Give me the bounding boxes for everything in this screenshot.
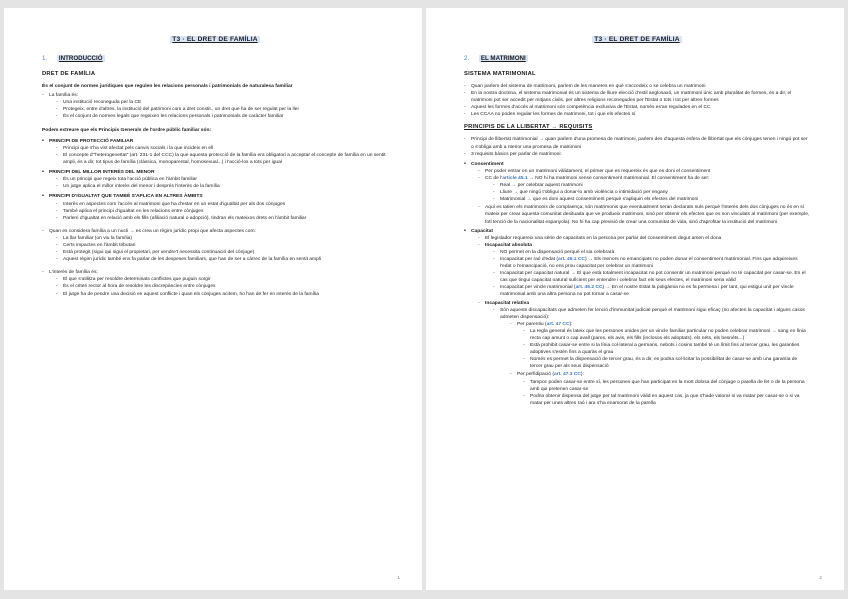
nucli-list [42, 228, 388, 263]
list-item: - Està prohibit casar-se entre si la línia col·lateral a germans, nebots i cosins també té un límit fins al tercer grau, les garanties adoptives s'estén fins a quaràs el grau [523, 342, 810, 356]
page-header [464, 36, 810, 43]
page-number: 2 [819, 575, 822, 580]
list-item: - Una institució reconeguda per la CE [56, 99, 388, 106]
requisit-capacitat: • Capacitat - El legislador requereix una sèrie de capacitats en la persona per parlar del consentiment degut amen el dona - Incapacitat absoluta - NO permet en la dispensació perquè el sia celebrarà - Incapacitat per raó d'edat (art. 46.1 CC) → Els menors no emancipats no poden donar el consentiment matrimonial. Fins que adquireixes l'edat o l'emancipació, no ens prou capacitat per celebrar un matrimoni - Incapacitat per capacitat natural → El que està totalment incapacitat no pot consentir un matrimoni perquè no té capacitat per casar-se. En el cas que tingui capacitat natural suficient per entendre i celebrar fact els seus efectes, el matrimoni seria vàlid - Incapacitat per vincle matrimonial (art. 46.2 CC) → En el nostre Estat la poligàmia no es fa permesa i per tant, qui estigui unit per vincle matrimonial amb una altra persona no pot tornar a casar-se - Incapacitat relativa - Són aquests discapacitats que admeten fer lenció d'immunitat judicial perquè el matrimoni sigui eficaç (no afecten la capacitat i alguns casos admeten dispensació): - Per parentiu (art. 47 CC): - La regla general és lateix que les persones unides per un vincle familiar particular no poden celebrar matrimoni → sang en línia recta cap amunt o cap avall (pares, els avis, els fills (inclosos els adoptats), els néts, els besnéts...) - Està prohibit casar-se entre si la línia col·lateral a germans, nebots i cosins també té un límit fins al tercer grau, les garanties adoptives s'estén fins a quaràs el grau - Només es permet la dispensació de tercer grau, és a dir, es podria sol·licitar la possibilitat de casar-se amb una garantia de tercer grau per als seus dispensació - Per perfidipació (art. 47.3 CC): - Tampoc poden casar-se entre sí, les persones que han participat en la mort dolosa del cònjuge o parella de fet o de la persona amb qui pretenen casar-se - Podria obtenir dispensa del jutge per tal matrimoni vàlid en aquest cas, ja que s'hade valorar si va matar per casar-se o si va matar per unes altres raó i ara s'ha enamorat de la parella [464, 228, 810, 407]
list-item: - És el conjunt de normes legals que regeixen les relacions personals i patrimonials de caràcter familiar [56, 113, 388, 120]
list-item: - Aquest les formes d'accés al matrimoni són competència exclusiva de l'Estat, només es'an regulades en el CC [464, 104, 810, 111]
list-item: - Podria obtenir dispensa del jutge per tal matrimoni vàlid en aquest cas, ja que s'hade valorar si va matar per casar-se o si va matar per unes altres raó i ara s'ha enamorat de la parella [523, 393, 810, 407]
list-item: - Lliure → que ningú t'obligui a donar-lo amb violència o intimidació per engany [493, 189, 810, 196]
list-item: - Quan es considera família a un nucli → es crea un règim jurídic propi que afecta aspectes com: - La llar familiar (on viu la família) - Certs impactes en l'àmbit tributari - Està protegit (sigui qui sigui el propietari, per vendre't necessita continuació del cònjuge) - Aquest règim jurídic també ens fa parlar de les despeses familiars, que han de ser a càrrec de la família en sentit ampli [42, 228, 388, 263]
list-item: - Incapacitat per capacitat natural → El que està totalment incapacitat no pot consentir un matrimoni perquè no té capacitat per casar-se. En el cas que tingui capacitat natural suficient per entendre i celebrar fact els seus efectes, el matrimoni seria vàlid [493, 270, 810, 284]
article-reference: art. 46.2 CC [575, 285, 603, 291]
page-header [42, 36, 388, 43]
list-item: - Incapacitat relativa - Són aquests discapacitats que admeten fer lenció d'immunitat judicial perquè el matrimoni sigui eficaç (no afecten la capacitat i alguns casos admeten dispensació): - Per parentiu (art. 47 CC): - La regla general és lateix que les persones unides per un vincle familiar particular no poden celebrar matrimoni → sang en línia recta cap amunt o cap avall (pares, els avis, els fills (inclosos els adoptats), els néts, els besnéts...) - Està prohibit casar-se entre si la línia col·lateral a germans, nebots i cosins també té un límit fins al tercer grau, les garanties adoptives s'estén fins a quaràs el grau - Només es permet la dispensació de tercer grau, és a dir, es podria sol·licitar la possibilitat de casar-se amb una garantia de tercer grau per als seus dispensació - Per perfidipació (art. 47.3 CC): - Tampoc poden casar-se entre sí, les persones que han participat en la mort dolosa del cònjuge o parella de fet o de la persona amb qui pretenen casar-se - Podria obtenir dispensa del jutge per tal matrimoni vàlid en aquest cas, ja que s'hade valorar si va matar per casar-se o si va matar per unes altres raó i ara s'ha enamorat de la parella [478, 300, 810, 407]
list-item: - Un jutge aplica el millor interès del menor i després l'interès de la família [56, 183, 388, 190]
list-item: - Incapacitat per raó d'edat (art. 46.1 CC) → Els menors no emancipats no poden donar el consentiment matrimonial. Fins que adquireixes l'edat o l'emancipació, no ens prou capacitat per celebrar un matrimoni [493, 256, 810, 270]
list-item: - NO permet en la dispensació perquè el sia celebrarà [493, 249, 810, 256]
subheading: DRET DE FAMÍLIA [42, 71, 96, 77]
list-item: - Certs impactes en l'àmbit tributari [56, 242, 388, 249]
list-item: - CC de l'article 45.1 → NO hi ha matrimoni sense consentiment matrimonial. El consentiment ha de ser: - Real → per celebrar aquest matrimoni - Lliure → que ningú t'obligui a donar-lo amb violència o intimidació per engany - Matrimonial → que es doni aquest consentiment perquè s'apliquin els efectes del matrimoni [478, 175, 810, 203]
list-item: - Per parentiu (art. 47 CC): - La regla general és lateix que les persones unides per un vincle familiar particular no poden celebrar matrimoni → sang en línia recta cap amunt o cap avall (pares, els avis, els fills (inclosos els adoptats), els néts, els besnéts...) - Està prohibit casar-se entre si la línia col·lateral a germans, nebots i cosins també té un límit fins al tercer grau, les garanties adoptives s'estén fins a quaràs el grau - Només es permet la dispensació de tercer grau, és a dir, es podria sol·licitar la possibilitat de casar-se amb una garantia de tercer grau per als seus dispensació [510, 321, 810, 371]
article-reference: art. 46.1 CC [558, 256, 585, 262]
list-item: - Principi de llibertat matrimonial → quan parlem d'una promesa de matrimoni, parlem des d'aquesta esfera de llibertat que els cònjuges tenen i ningú pot ser o s'obliga amb a nterior una promesa de matrimoni [464, 136, 810, 150]
list-item: - En la nostra doctrina, el sistema matrimonial és un sistema de lliure elecció d'estil anglosaxó, un matrimoni únic amb pluralitat de formes, és a dir, el matrimoni pot ser accedit per mitjans civils, per altres religions reconegudes per l'Estat o tots i tot per altres formes [464, 90, 810, 104]
llibertat-list [464, 136, 810, 157]
page-number: 1 [397, 575, 400, 580]
list-item: - És un principi que regeix tota l'acció pública en l'àmbit familiar [56, 176, 388, 183]
document-page-left [4, 8, 422, 590]
article-reference: art. 47 CC [546, 321, 570, 327]
list-item: - La família és: - Una institució reconeguda per la CE - Protegeix, entre d'altres, la institució del patrimoni com a dret constit., un dret que ha de ser regulat per la llei - És el conjunt de normes legals que regeixen les relacions personals i patrimonials de caràcter familiar [42, 92, 388, 120]
list-item: - El que s'utilitza per resoldre determinats conflictes que puguin sorgir [56, 276, 388, 283]
list-item: - Només es permet la dispensació de tercer grau, és a dir, es podria sol·licitar la possibilitat de casar-se amb una garantia de tercer grau per als seus dispensació [523, 356, 810, 370]
principle-item: • PRINCIPI DEL MILLOR INTERÈS DEL MENOR - És un principi que regeix tota l'acció pública en l'àmbit familiar - Un jutge aplica el millor interès del menor i després l'interès de la família [42, 169, 388, 190]
list-item: - El legislador requereix una sèrie de capacitats en la persona per parlar del consentiment degut amen el dona [478, 235, 810, 242]
subheading: PRINCIPIS DE LA LLIBERTAT → REQUISITS [464, 124, 593, 131]
requisits-list [464, 161, 810, 407]
article-reference: article 45.1 [502, 175, 528, 181]
section-label: INTRODUCCIÓ [58, 55, 103, 62]
list-item: - Interès en aspectes com l'accés al matrimoni que ha d'estar en un estat d'igualtat per als dos cònjuges [56, 201, 388, 208]
section-number: 1. [42, 55, 48, 62]
list-item: - És el criteri rector al hora de resoldre les discrepàncies entre cònjuges [56, 283, 388, 290]
list-item: - La llar familiar (on viu la família) [56, 235, 388, 242]
document-page-right [426, 8, 844, 590]
list-item: - Aquí es tatien els matrimonis de complaença, són matrimonis que eventualment seran declarats nuls perquè l'interès dels dos cònjuges no és en sí mateix per crear aquesta comunitat desituada que ve produeix matrimoni, sinó per obtenir els efectes que es son vinculats al matrimoni (per exemple, fotl tenció de la nacionalitat espanyola). No hi ha cap previsió de crear una comunitat de vida, sinó d'aprofitar la institució del matrimoni [478, 204, 810, 225]
principle-item: • PRINCIPI D'IGUALTAT QUE TAMBÉ S'APLICA EN ALTRES ÀMBITS - Interès en aspectes com l'accés al matrimoni que ha d'estar en un estat d'igualtat per als dos cònjuges - També aplica el principi d'igualtat en les relacions entre cònjuges - Parlem d'igualtat en relació amb els fills (afiliació natural o adopció), tindran els mateixos drets en l'àmbit familiar [42, 193, 388, 221]
list-item: - Són aquests discapacitats que admeten fer lenció d'immunitat judicial perquè el matrimoni sigui eficaç (no afecten la capacitat i alguns casos admeten dispensació): - Per parentiu (art. 47 CC): - La regla general és lateix que les persones unides per un vincle familiar particular no poden celebrar matrimoni → sang en línia recta cap amunt o cap avall (pares, els avis, els fills (inclosos els adoptats), els néts, els besnéts...) - Està prohibit casar-se entre si la línia col·lateral a germans, nebots i cosins també té un límit fins al tercer grau, les garanties adoptives s'estén fins a quaràs el grau - Només es permet la dispensació de tercer grau, és a dir, es podria sol·licitar la possibilitat de casar-se amb una garantia de tercer grau per als seus dispensació - Per perfidipació (art. 47.3 CC): - Tampoc poden casar-se entre sí, les persones que han participat en la mort dolosa del cònjuge o parella de fet o de la persona amb qui pretenen casar-se - Podria obtenir dispensa del jutge per tal matrimoni vàlid en aquest cas, ja que s'hade valorar si va matar per casar-se o si va matar per unes altres raó i ara s'ha enamorat de la parella [493, 307, 810, 407]
requisit-consentiment: • Consentiment - Per poder entrar en un matrimoni vàlidament, el primer que es requereix és que es doni el consentiment - CC de l'article 45.1 → NO hi ha matrimoni sense consentiment matrimonial. El consentiment ha de ser: - Real → per celebrar aquest matrimoni - Lliure → que ningú t'obligui a donar-lo amb violència o intimidació per engany - Matrimonial → que es doni aquest consentiment perquè s'apliquin els efectes del matrimoni - Aquí es tatien els matrimonis de complaença, són matrimonis que eventualment seran declarats nuls perquè l'interès dels dos cònjuges no és en sí mateix per crear aquesta comunitat desituada que ve produeix matrimoni, sinó per obtenir els efectes que es son vinculats al matrimoni (per exemple, fotl tenció de la nacionalitat espanyola). No hi ha cap previsió de crear una comunitat de vida, sinó d'aprofitar la institució del matrimoni [464, 161, 810, 226]
page-header-text: T3 · EL DRET DE FAMÍLIA [594, 36, 680, 43]
intro-list [42, 92, 388, 120]
list-item: - Incapacitat absoluta - NO permet en la dispensació perquè el sia celebrarà - Incapacitat per raó d'edat (art. 46.1 CC) → Els menors no emancipats no poden donar el consentiment matrimonial. Fins que adquireixes l'edat o l'emancipació, no ens prou capacitat per celebrar un matrimoni - Incapacitat per capacitat natural → El que està totalment incapacitat no pot consentir un matrimoni perquè no té capacitat per casar-se. En el cas que tingui capacitat natural suficient per entendre i celebrar fact els seus efectes, el matrimoni seria vàlid - Incapacitat per vincle matrimonial (art. 46.2 CC) → En el nostre Estat la poligàmia no es fa permesa i per tant, qui estigui unit per vincle matrimonial amb una altra persona no pot tornar a casar-se [478, 242, 810, 299]
article-reference: art. 47.3 CC [553, 372, 581, 378]
section-label: EL MATRIMONI [480, 55, 526, 62]
list-item: - La regla general és lateix que les persones unides per un vincle familiar particular no poden celebrar matrimoni → sang en línia recta cap amunt o cap avall (pares, els avis, els fills (inclosos els adoptats), els néts, els besnéts...) [523, 328, 810, 342]
list-item: - L'interès de família és: - El que s'utilitza per resoldre determinats conflictes que puguin sorgir - És el criteri rector al hora de resoldre les discrepàncies entre cònjuges - El jutge ha de pendre una decisió en aquest conflicte i quan els cònjuges acitem, ho han de fer en interès de la família [42, 269, 388, 297]
list-item: - Quan parlem del sistema de matrimoni, parlem de les maneres en què s'accedeix o se celebra un matrimoni [464, 83, 810, 90]
list-item: - Per perfidipació (art. 47.3 CC): - Tampoc poden casar-se entre sí, les persones que han participat en la mort dolosa del cònjuge o parella de fet o de la persona amb qui pretenen casar-se - Podria obtenir dispensa del jutge per tal matrimoni vàlid en aquest cas, ja que s'hade valorar si va matar per casar-se o si va matar per unes altres raó i ara s'ha enamorat de la parella [510, 371, 810, 406]
list-item: - Principi que s'ha vist afectat pels canvis socials i la que incideix en ell [56, 145, 388, 152]
interes-list [42, 269, 388, 297]
definition-paragraph: És el conjunt de normes jurídiques que regulen les relacions personals i patrimonials de naturalesa familiar [42, 84, 293, 89]
list-item: - Protegeix, entre d'altres, la institució del patrimoni com a dret constit., un dret que ha de ser regulat per la llei [56, 106, 388, 113]
list-item: - Aquest règim jurídic també ens fa parlar de les despeses familiars, que han de ser a càrrec de la família en sentit ampli [56, 256, 388, 263]
list-item: - Parlem d'igualtat en relació amb els fills (afiliació natural o adopció), tindran els mateixos drets en l'àmbit familiar [56, 215, 388, 222]
principles-list [42, 138, 388, 222]
section-title [464, 55, 810, 62]
page-header-text: T3 · EL DRET DE FAMÍLIA [172, 36, 258, 43]
list-item: - Real → per celebrar aquest matrimoni [493, 182, 810, 189]
principle-item: • PRINCIPI DE PROTECCIÓ FAMILIAR - Principi que s'ha vist afectat pels canvis socials i la que incideix en ell - El concepte d'“heterogeneïtat” (art. 231-1 del CCC) la que aquesta protecció de la família era obligatori a acceptar el concepte de família en un sentit ampli, és a dir, tot tipus de família (clàssica, monoparental, homosexual...) i l'acció-los a tots per igual [42, 138, 388, 166]
list-item: - Les CCAA no poden regular les formes de matrimoni, tot i que els efectes sí [464, 111, 810, 118]
section-number: 2. [464, 55, 470, 62]
list-item: - 3 requisits bàsics per parlar de matrimoni: [464, 151, 810, 158]
sistema-list [464, 83, 810, 118]
subheading: SISTEMA MATRIMONIAL [464, 71, 536, 77]
principles-intro: Podem extreure que els Principis Generals de l'ordre públic familiar són: [42, 127, 212, 133]
list-item: - Està protegit (sigui qui sigui el propietari, per vendre't necessita continuació del cònjuge) [56, 249, 388, 256]
list-item: - El jutge ha de pendre una decisió en aquest conflicte i quan els cònjuges acitem, ho han de fer en interès de la família [56, 291, 388, 298]
list-item: - El concepte d'“heterogeneïtat” (art. 231-1 del CCC) la que aquesta protecció de la família era obligatori a acceptar el concepte de família en un sentit ampli, és a dir, tot tipus de família (clàssica, monoparental, homosexual...) i l'acció-los a tots per igual [56, 152, 388, 166]
list-item: - Matrimonial → que es doni aquest consentiment perquè s'apliquin els efectes del matrimoni [493, 196, 810, 203]
list-item: - Incapacitat per vincle matrimonial (art. 46.2 CC) → En el nostre Estat la poligàmia no es fa permesa i per tant, qui estigui unit per vincle matrimonial amb una altra persona no pot tornar a casar-se [493, 284, 810, 298]
section-title [42, 55, 388, 62]
list-item: - També aplica el principi d'igualtat en les relacions entre cònjuges [56, 208, 388, 215]
list-item: - Tampoc poden casar-se entre sí, les persones que han participat en la mort dolosa del cònjuge o parella de fet o de la persona amb qui pretenen casar-se [523, 379, 810, 393]
list-item: - Per poder entrar en un matrimoni vàlidament, el primer que es requereix és que es doni el consentiment [478, 168, 810, 175]
